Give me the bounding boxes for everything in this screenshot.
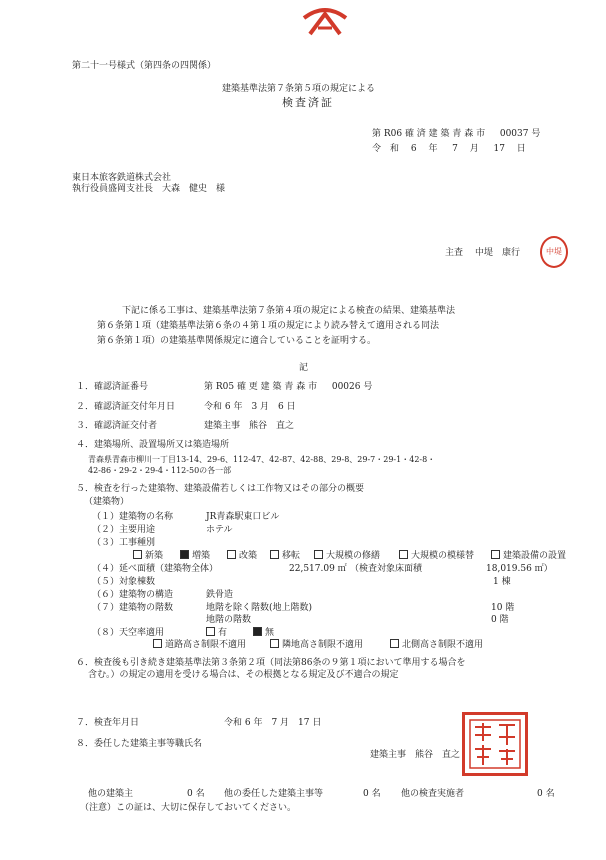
item-5-label: ５．検査を行った建築物、建築設備若しくは工作物又はその部分の概要 — [76, 484, 365, 494]
inspection-date: 令和 6 年 7 月 17 日 — [224, 718, 322, 728]
item-5-6-label: （６）建築物の構造 — [92, 590, 174, 600]
item-8-label: ８．委任した建築主事等職氏名 — [76, 739, 203, 749]
item-5-7-label: （７）建築物の階数 — [92, 603, 174, 613]
other-inspectors-count: 0 名 — [537, 789, 555, 799]
ki-heading: 記 — [299, 363, 309, 373]
issuer-logo — [300, 4, 350, 38]
building-count: 1 棟 — [493, 577, 511, 587]
building-official: 建築主事 熊谷 直之 — [370, 750, 461, 760]
other-officials-label: 他の委任した建築主事等 — [224, 789, 324, 799]
item-7-label: ７．検査年月日 — [76, 718, 140, 728]
primary-use: ホテル — [206, 525, 233, 535]
building-name: JR青森駅東口ビル — [206, 512, 280, 522]
item-2-label: ２．確認済証交付年月日 — [76, 402, 176, 412]
inspected-area-label: （検査対象床面積 — [350, 564, 423, 574]
issue-date: 令 和 6 年 7 月 17 日 — [372, 144, 526, 154]
item-1-value: 第 R05 確 更 建 築 青 森 市 00026 号 — [204, 382, 373, 392]
item-6-line-2: 含む。）の規定の適用を受ける場合は、その根拠となる規定及び不適合の規定 — [88, 670, 399, 680]
body-line-3: 第６条第１項）の建築基準関係規定に適合していることを証明する。 — [97, 336, 377, 346]
floors-below-value: 0 階 — [491, 615, 509, 625]
floors-below-label: 地階の階数 — [206, 615, 252, 625]
item-5-8-label: （８）天空率適用 — [92, 628, 165, 638]
kind-checkbox-new[interactable]: 新築 — [133, 550, 163, 562]
other-owners-count: 0 名 — [187, 789, 205, 799]
item-4-line-1: 青森県青森市柳川一丁目13-14、29-6、112-47、42-87、42-88、29-8、29-7・29-1・42-8・ — [88, 455, 436, 464]
legal-basis: 建築基準法第７条第５項の規定による — [222, 84, 376, 94]
item-6-line-1: ６．検査後も引き続き建築基準法第３条第２項（同法第86条の９第１項において準用する場合を — [76, 658, 466, 668]
north-height-checkbox[interactable]: 北側高さ制限不適用 — [390, 639, 483, 651]
kind-checkbox-equipment[interactable]: 建築設備の設置 — [491, 550, 566, 562]
other-officials-count: 0 名 — [363, 789, 381, 799]
kind-checkbox-rebuild[interactable]: 改築 — [227, 550, 257, 562]
inspector-seal: 中堤 — [540, 236, 568, 268]
certificate-number: 第 R06 確 済 建 築 青 森 市 00037 号 — [372, 129, 541, 139]
item-3-value: 建築主事 熊谷 直之 — [204, 421, 295, 431]
document-title: 検査済証 — [282, 96, 334, 109]
kind-checkbox-extension[interactable]: 増築 — [180, 550, 210, 562]
other-owners-label: 他の建築主 — [88, 789, 134, 799]
item-5-1-label: （１）建築物の名称 — [92, 512, 174, 522]
item-3-label: ３．確認済証交付者 — [76, 421, 158, 431]
item-5-subheading: （建築物） — [84, 497, 130, 507]
item-5-3-label: （３）工事種別 — [92, 538, 156, 548]
seal-pattern — [465, 715, 525, 773]
official-seal — [462, 712, 528, 776]
kind-checkbox-major-repair[interactable]: 大規模の修繕 — [314, 550, 380, 562]
body-line-2: 第６条第１項（建築基準法第６条の４第１項の規定により読み替えて適用される同法 — [97, 321, 440, 331]
inspector-label: 主査 — [445, 248, 464, 258]
item-4-line-2: 42-86・29-2・29-4・112-50の各一部 — [88, 466, 232, 475]
sky-ratio-no-checkbox[interactable]: 無 — [253, 627, 274, 639]
form-number: 第二十一号様式（第四条の四関係） — [72, 61, 217, 71]
total-floor-area: 22,517.09 ㎡ — [289, 564, 347, 574]
item-5-2-label: （２）主要用途 — [92, 525, 156, 535]
inspected-area-value: 18,019.56 ㎡） — [486, 564, 553, 574]
adjacent-height-checkbox[interactable]: 隣地高さ制限不適用 — [270, 639, 363, 651]
item-2-value: 令和 6 年 3 月 6 日 — [204, 402, 296, 412]
kind-checkbox-relocation[interactable]: 移転 — [270, 550, 300, 562]
sky-ratio-yes-checkbox[interactable]: 有 — [206, 627, 227, 639]
recipient-company: 東日本旅客鉄道株式会社 — [72, 173, 172, 183]
road-height-checkbox[interactable]: 道路高さ制限不適用 — [153, 639, 246, 651]
item-5-4-label: （４）延べ面積（建築物全体） — [92, 564, 219, 574]
item-4-label: ４．建築場所、設置場所又は築造場所 — [76, 440, 230, 450]
item-5-5-label: （５）対象棟数 — [92, 577, 156, 587]
other-inspectors-label: 他の検査実施者 — [401, 789, 465, 799]
item-1-label: １．確認済証番号 — [76, 382, 149, 392]
floors-above-value: 10 階 — [491, 603, 515, 613]
inspector-name: 中堤 康行 — [475, 248, 521, 258]
caution-note: （注意）この証は、大切に保存しておいてください。 — [80, 803, 297, 813]
body-line-1: 下記に係る工事は、建築基準法第７条第４項の規定による検査の結果、建築基準法 — [122, 306, 456, 316]
structure-type: 鉄骨造 — [206, 590, 234, 600]
kind-checkbox-major-remodel[interactable]: 大規模の模様替 — [399, 550, 474, 562]
floors-above-label: 地階を除く階数(地上階数) — [206, 603, 313, 613]
recipient-person: 執行役員盛岡支社長 大森 健史 様 — [72, 184, 226, 194]
